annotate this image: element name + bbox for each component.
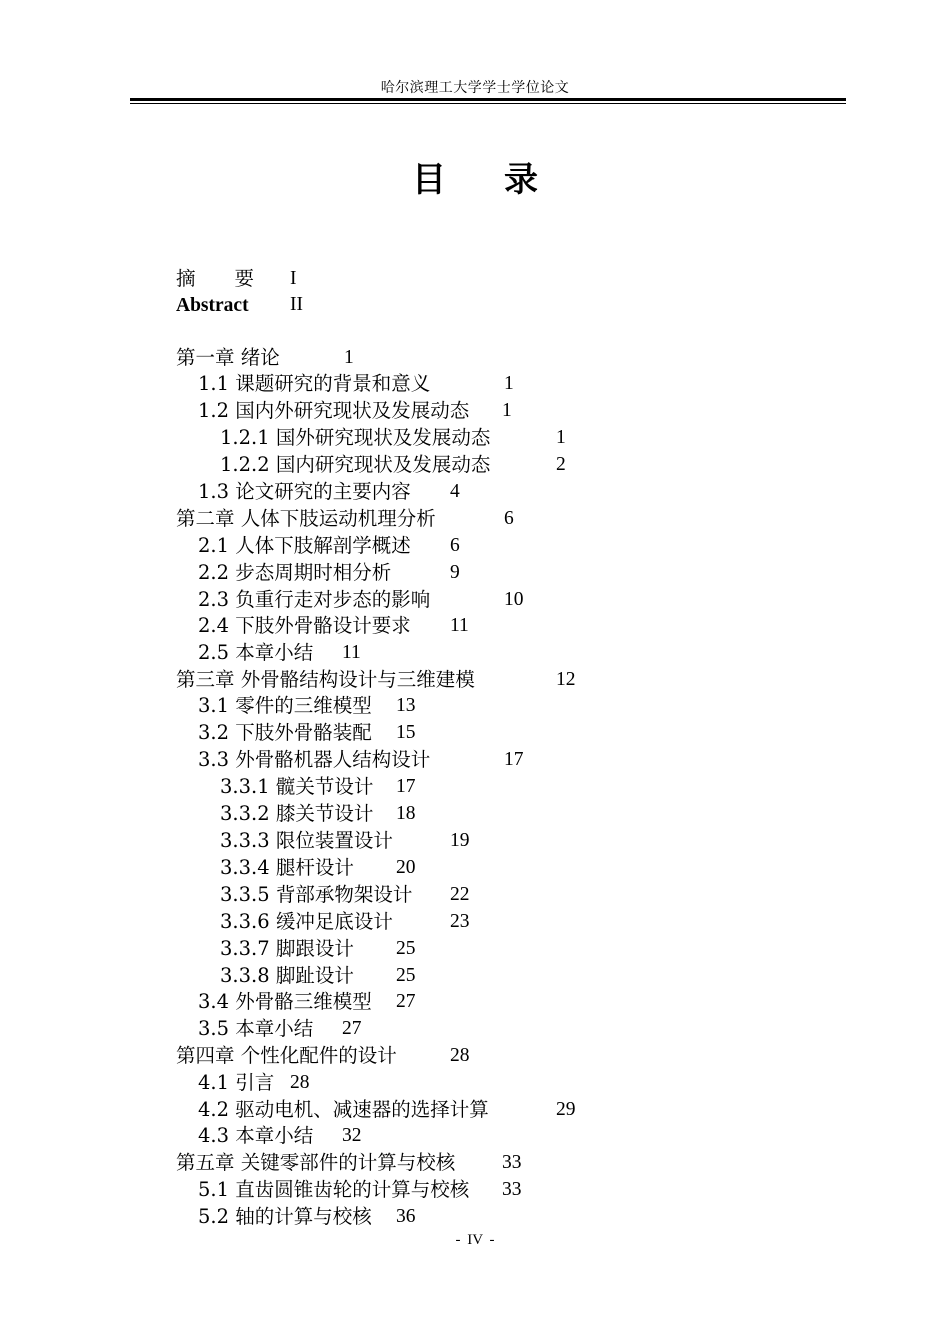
toc-entry-text: 3.2 下肢外骨骼装配 bbox=[198, 721, 372, 744]
toc-entry-page: 10 bbox=[504, 589, 524, 610]
toc-entry-page: 1 bbox=[502, 400, 512, 421]
toc-entry-page: 17 bbox=[396, 776, 416, 797]
toc-entry-text: 第一章 绪论 bbox=[176, 346, 280, 369]
toc-entry-text: 3.3.5 背部承物架设计 bbox=[220, 883, 413, 906]
toc-entry-page: 32 bbox=[342, 1125, 362, 1146]
toc-entry-text: 1.2 国内外研究现状及发展动态 bbox=[198, 399, 470, 422]
toc-entry-text: 3.1 零件的三维模型 bbox=[198, 694, 372, 717]
toc-entry-page: 11 bbox=[450, 615, 469, 636]
toc-entry-page: 18 bbox=[396, 803, 416, 824]
toc-entry-page: 23 bbox=[450, 911, 470, 932]
toc-entry-3-3[interactable] bbox=[198, 747, 524, 773]
toc-entry-page: 6 bbox=[504, 508, 514, 529]
toc-entry-text: 第五章 关键零部件的计算与校核 bbox=[176, 1151, 456, 1174]
toc-entry-text: 2.1 人体下肢解剖学概述 bbox=[198, 534, 411, 557]
toc-entry-text: 4.2 驱动电机、减速器的选择计算 bbox=[198, 1098, 489, 1121]
toc-entry-1-2-1[interactable] bbox=[220, 425, 566, 451]
toc-entry-page: 28 bbox=[290, 1072, 310, 1093]
toc-entry-text: 5.1 直齿圆锥齿轮的计算与校核 bbox=[198, 1178, 470, 1201]
toc-entry-text: 1.1 课题研究的背景和意义 bbox=[198, 372, 431, 395]
toc-entry-page: 27 bbox=[342, 1018, 362, 1039]
toc-entry-page: 22 bbox=[450, 884, 470, 905]
toc-entry-1-2[interactable] bbox=[198, 398, 512, 424]
toc-entry-3-3-7[interactable] bbox=[220, 936, 416, 962]
toc-entry-text: 3.3.4 腿杆设计 bbox=[220, 856, 354, 879]
toc-entry-3-5[interactable] bbox=[198, 1016, 362, 1042]
toc-entry-page: 25 bbox=[396, 965, 416, 986]
toc-entry-page: 1 bbox=[344, 347, 354, 368]
toc-entry-3-3-8[interactable] bbox=[220, 963, 416, 989]
toc-entry-page: 1 bbox=[504, 373, 514, 394]
toc-entry-text: 4.1 引言 bbox=[198, 1071, 275, 1094]
toc-entry-text: 3.3.3 限位装置设计 bbox=[220, 829, 393, 852]
toc-entry-text: 3.3.7 脚跟设计 bbox=[220, 937, 354, 960]
toc-entry-3-3-6[interactable] bbox=[220, 909, 470, 935]
toc-entry-3-1[interactable] bbox=[198, 693, 416, 719]
toc-entry-chapter-1[interactable] bbox=[176, 345, 354, 371]
toc-entry-text: Abstract bbox=[176, 295, 249, 316]
toc-entry-3-4[interactable] bbox=[198, 989, 416, 1015]
page-title: 目录 bbox=[412, 160, 596, 200]
toc-entry-4-3[interactable] bbox=[198, 1123, 362, 1149]
toc-entry-page: 9 bbox=[450, 562, 460, 583]
toc-entry-page: 27 bbox=[396, 991, 416, 1012]
toc-entry-page: 6 bbox=[450, 535, 460, 556]
toc-entry-page: 2 bbox=[556, 454, 566, 475]
toc-entry-5-2[interactable] bbox=[198, 1204, 416, 1230]
toc-entry-text: 3.3.6 缓冲足底设计 bbox=[220, 910, 393, 933]
page-number: - IV - bbox=[455, 1232, 495, 1248]
toc-entry-page: 1 bbox=[556, 427, 566, 448]
toc-entry-2-2[interactable] bbox=[198, 560, 460, 586]
toc-entry-4-1[interactable] bbox=[198, 1070, 310, 1096]
toc-entry-2-5[interactable] bbox=[198, 640, 361, 666]
toc-entry-text: 第四章 个性化配件的设计 bbox=[176, 1044, 397, 1067]
toc-entry-text: 2.5 本章小结 bbox=[198, 641, 314, 664]
toc-entry-text: 1.3 论文研究的主要内容 bbox=[198, 480, 411, 503]
toc-entry-text: 3.4 外骨骼三维模型 bbox=[198, 990, 372, 1013]
toc-entry-3-3-2[interactable] bbox=[220, 801, 416, 827]
toc-entry-page: I bbox=[290, 268, 297, 289]
toc-entry-text: 第三章 外骨骼结构设计与三维建模 bbox=[176, 668, 475, 691]
toc-entry-3-3-4[interactable] bbox=[220, 855, 416, 881]
toc-entry-text: 第二章 人体下肢运动机理分析 bbox=[176, 507, 436, 530]
toc-entry-text: 3.3.8 脚趾设计 bbox=[220, 964, 354, 987]
toc-entry-page: 15 bbox=[396, 722, 416, 743]
toc-entry-page: 19 bbox=[450, 830, 470, 851]
toc-entry-chapter-5[interactable] bbox=[176, 1150, 522, 1176]
toc-entry-2-1[interactable] bbox=[198, 533, 460, 559]
toc-entry-1-1[interactable] bbox=[198, 371, 514, 397]
toc-entry-text: 2.4 下肢外骨骼设计要求 bbox=[198, 614, 411, 637]
toc-entry-2-3[interactable] bbox=[198, 587, 524, 613]
toc-entry-text: 3.3.1 髋关节设计 bbox=[220, 775, 374, 798]
toc-entry-text: 3.5 本章小结 bbox=[198, 1017, 314, 1040]
toc-entry-5-1[interactable] bbox=[198, 1177, 522, 1203]
toc-entry-chapter-4[interactable] bbox=[176, 1043, 470, 1069]
toc-entry-3-3-3[interactable] bbox=[220, 828, 470, 854]
toc-entry-page: 20 bbox=[396, 857, 416, 878]
toc-entry-text: 1.2.2 国内研究现状及发展动态 bbox=[220, 453, 491, 476]
toc-entry-abstract-cn[interactable] bbox=[176, 266, 297, 292]
toc-entry-text: 3.3.2 膝关节设计 bbox=[220, 802, 374, 825]
toc-entry-text: 1.2.1 国外研究现状及发展动态 bbox=[220, 426, 491, 449]
toc-entry-1-2-2[interactable] bbox=[220, 452, 566, 478]
toc-entry-page: 29 bbox=[556, 1099, 576, 1120]
toc-entry-text: 5.2 轴的计算与校核 bbox=[198, 1205, 372, 1228]
toc-entry-3-3-1[interactable] bbox=[220, 774, 416, 800]
toc-entry-page: 28 bbox=[450, 1045, 470, 1066]
toc-entry-4-2[interactable] bbox=[198, 1097, 576, 1123]
toc-entry-page: 13 bbox=[396, 695, 416, 716]
toc-entry-page: 12 bbox=[556, 669, 576, 690]
toc-entry-2-4[interactable] bbox=[198, 613, 469, 639]
toc-entry-text: 摘 要 bbox=[176, 267, 255, 290]
toc-entry-page: 36 bbox=[396, 1206, 416, 1227]
toc-entry-3-2[interactable] bbox=[198, 720, 416, 746]
toc-entry-page: 17 bbox=[504, 749, 524, 770]
toc-entry-page: 33 bbox=[502, 1152, 522, 1173]
running-header: 哈尔滨理工大学学士学位论文 bbox=[380, 80, 570, 96]
toc-entry-page: 4 bbox=[450, 481, 460, 502]
toc-entry-text: 2.2 步态周期时相分析 bbox=[198, 561, 392, 584]
toc-entry-1-3[interactable] bbox=[198, 479, 460, 505]
toc-entry-text: 3.3 外骨骼机器人结构设计 bbox=[198, 748, 431, 771]
toc-entry-page: 11 bbox=[342, 642, 361, 663]
toc-entry-page: 33 bbox=[502, 1179, 522, 1200]
toc-entry-chapter-3[interactable] bbox=[176, 667, 576, 693]
toc-entry-abstract-en[interactable] bbox=[176, 292, 303, 318]
toc-entry-text: 2.3 负重行走对步态的影响 bbox=[198, 588, 431, 611]
toc-entry-text: 4.3 本章小结 bbox=[198, 1124, 314, 1147]
toc-entry-chapter-2[interactable] bbox=[176, 506, 514, 532]
toc-entry-page: II bbox=[290, 294, 303, 315]
toc-entry-3-3-5[interactable] bbox=[220, 882, 470, 908]
toc-entry-page: 25 bbox=[396, 938, 416, 959]
